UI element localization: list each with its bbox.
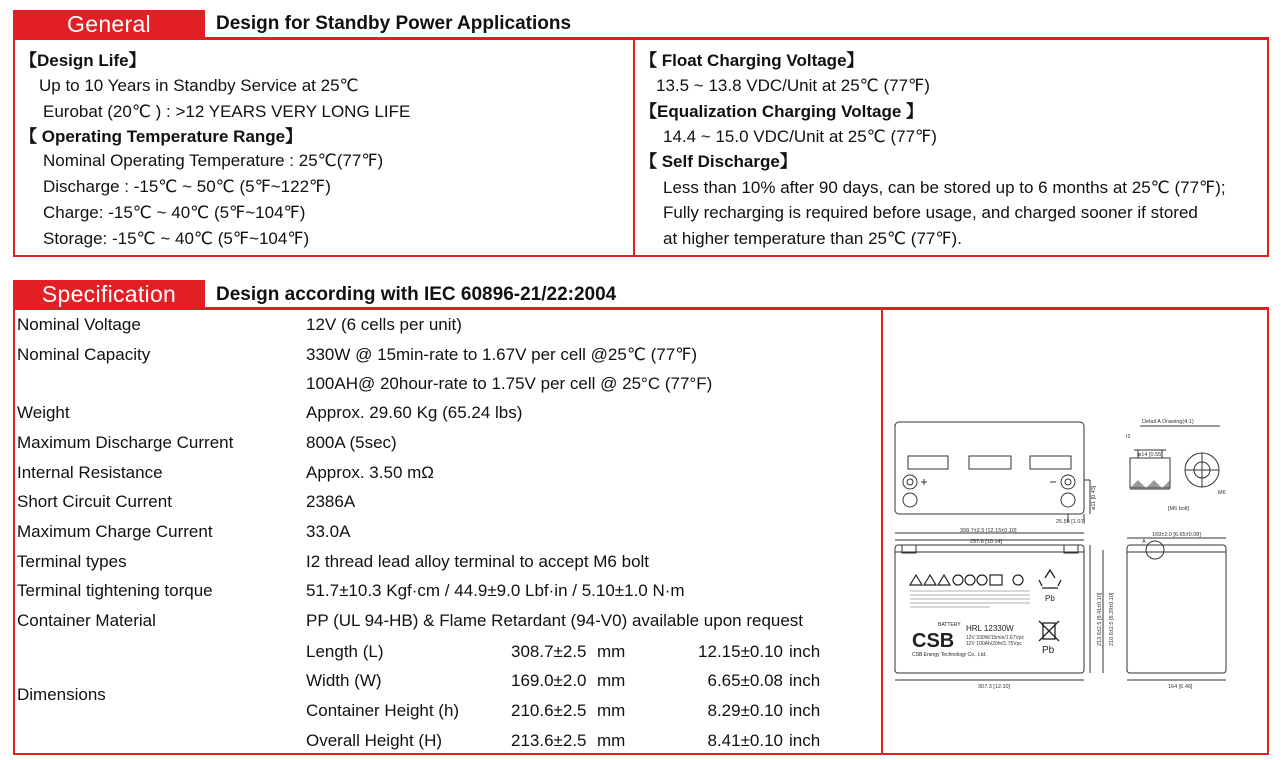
dim-name-container-height: Container Height (h) [306,701,460,720]
float-title: 【 Float Charging Voltage】 [640,51,864,70]
dim-name-length: Length (L) [306,642,384,661]
spec-value-nominal-capacity-w: 330W @ 15min-rate to 1.67V per cell @25℃ (77℉) [306,345,698,364]
dim-inch-unit-width: inch [789,671,821,690]
spec-value-internal-resistance: Approx. 3.50 mΩ [306,463,434,482]
side-view-outline [1127,545,1226,673]
self-discharge-line-3: at higher temperature than 25℃ (77℉). [663,229,962,248]
detail-i2: I2 [1126,434,1131,440]
spec-label-dimensions: Dimensions [17,685,106,704]
dim-2555: 25.55 [1.01] [1056,519,1086,525]
general-divider [633,38,635,257]
spec-value-weight: Approx. 29.60 Kg (65.24 lbs) [306,403,523,422]
spec-label-nominal-voltage: Nominal Voltage [17,315,141,334]
warning-icons-row [910,575,1023,585]
specification-divider [881,308,883,755]
spec-value-nominal-capacity-ah: 100AH@ 20hour-rate to 1.75V per cell @ 25°C (77°F) [306,374,713,393]
detail-a-marker [1146,541,1164,559]
terminal-negative-bottom [903,493,917,507]
self-discharge-title: 【 Self Discharge】 [640,152,797,171]
dim-3087: 308.7±2.5 [12.15±0.10] [960,528,1017,534]
dim-inch-unit-length: inch [789,642,821,661]
detail-title: Detail A Drawing(4:1) [1142,419,1194,425]
crossed-bin-icon [1039,621,1059,641]
general-tab-label: General [67,10,151,37]
spec-value-terminal-types: I2 thread lead alloy terminal to accept M6 bolt [306,552,650,571]
dim-2136: 213.6±2.5 [8.41±0.10] [1097,592,1103,646]
dim-2576: 257.6 [10.14] [970,539,1003,545]
dim-inch-width: 6.65±0.08 [707,671,783,690]
dim-2106: 210.6±2.5 [8.29±0.10] [1109,592,1115,646]
dim-inch-unit-overall-height: inch [789,731,821,750]
label-spec-1: 12V 330W/15min/1.67Vpc [966,635,1025,641]
dim-mm-width: 169.0±2.0 [511,671,587,690]
design-life-line-2: Eurobat (20℃ ) : >12 YEARS VERY LONG LIFE [43,102,411,121]
spec-label-short-circuit: Short Circuit Current [17,492,172,511]
spec-label-container: Container Material [17,611,156,630]
label-company: CSB Energy Technology Co., Ltd. [912,652,987,658]
label-model: HRL 12330W [966,624,1014,633]
spec-label-max-discharge: Maximum Discharge Current [17,433,234,452]
spec-value-torque: 51.7±10.3 Kgf·cm / 44.9±9.0 Lbf·in / 5.10±1.0 N·m [306,581,685,600]
dim-inch-length: 12.15±0.10 [698,642,783,661]
dim-mm-length: 308.7±2.5 [511,642,587,661]
spec-value-nominal-voltage: 12V (6 cells per unit) [306,315,462,334]
spec-label-torque: Terminal tightening torque [17,581,213,600]
top-view-vent-3 [1030,456,1071,469]
specification-tab-label: Specification [41,280,177,307]
spec-value-max-charge: 33.0A [306,522,351,541]
brand-logo: CSB [912,630,955,652]
dim-mm-unit-length: mm [597,642,626,661]
terminal-negative [903,475,917,489]
general-tab [13,10,205,38]
top-view-outline [895,422,1084,514]
op-temp-title: 【 Operating Temperature Range】 [20,127,303,146]
op-temp-line-3: Charge: -15℃ ~ 40℃ (5℉~104℉) [43,203,306,222]
top-view-vent-2 [969,456,1011,469]
dim-name-overall-height: Overall Height (H) [306,731,443,750]
dim-inch-overall-height: 8.41±0.10 [707,731,783,750]
general-heading: Design for Standby Power Applications [216,13,572,34]
detail-a-label: A [1142,539,1146,545]
spec-value-short-circuit: 2386A [306,492,356,511]
self-discharge-line-2: Fully recharging is required before usage, and charged sooner if stored [663,203,1198,222]
dim-169: 169±2.0 [6.65±0.08] [1152,532,1201,538]
equal-line: 14.4 ~ 15.0 VDC/Unit at 25℃ (77℉) [663,127,937,146]
detail-m6: M6 [1218,490,1226,496]
float-line: 13.5 ~ 13.8 VDC/Unit at 25℃ (77℉) [656,76,930,95]
specification-tab [13,280,205,308]
top-view-vent-1 [908,456,948,469]
dim-name-width: Width (W) [306,671,382,690]
detail-phi14: ø14 [0.55] [1138,452,1163,458]
equal-title: 【Equalization Charging Voltage 】 [640,102,924,121]
op-temp-line-4: Storage: -15℃ ~ 40℃ (5℉~104℉) [43,229,310,248]
specification-heading: Design according with IEC 60896-21/22:2004 [216,284,617,305]
dim-mm-container-height: 210.6±2.5 [511,701,587,720]
dim-small-height: ø11 [0.43] [1091,485,1097,510]
spec-value-max-discharge: 800A (5sec) [306,433,397,452]
spec-label-nominal-capacity: Nominal Capacity [17,345,151,364]
pb-bottom: Pb [1042,645,1055,656]
pb-top: Pb [1045,594,1055,603]
dim-mm-overall-height: 213.6±2.5 [511,731,587,750]
label-battery: BATTERY [938,622,961,628]
design-life-title: 【Design Life】 [20,51,146,70]
design-life-line-1: Up to 10 Years in Standby Service at 25℃ [39,76,359,95]
dim-164: 164 [6.46] [1168,684,1193,690]
dim-inch-container-height: 8.29±0.10 [707,701,783,720]
detail-m6-bolt: [M6 bolt] [1168,506,1190,512]
spec-value-container: PP (UL 94-HB) & Flame Retardant (94-V0) available upon request [306,611,804,630]
dim-mm-unit-overall-height: mm [597,731,626,750]
op-temp-line-2: Discharge : -15℃ ~ 50℃ (5℉~122℉) [43,177,331,196]
dim-3073: 307.3 [12.10] [978,684,1011,690]
spec-label-terminal-types: Terminal types [17,552,127,571]
op-temp-line-1: Nominal Operating Temperature : 25℃(77℉) [43,151,384,170]
spec-label-max-charge: Maximum Charge Current [17,522,213,541]
self-discharge-line-1: Less than 10% after 90 days, can be stored up to 6 months at 25℃ (77℉); [663,178,1226,197]
recycle-icon [1039,570,1061,588]
dim-mm-unit-container-height: mm [597,701,626,720]
spec-label-weight: Weight [17,403,70,422]
terminal-positive [1061,475,1075,489]
terminal-positive-bottom [1061,493,1075,507]
dim-inch-unit-container-height: inch [789,701,821,720]
dim-mm-unit-width: mm [597,671,626,690]
spec-label-internal-resistance: Internal Resistance [17,463,163,482]
label-spec-2: 12V 100Ah/20hr/1.75Vpc [966,641,1022,647]
battery-dimension-drawing [890,410,1230,690]
